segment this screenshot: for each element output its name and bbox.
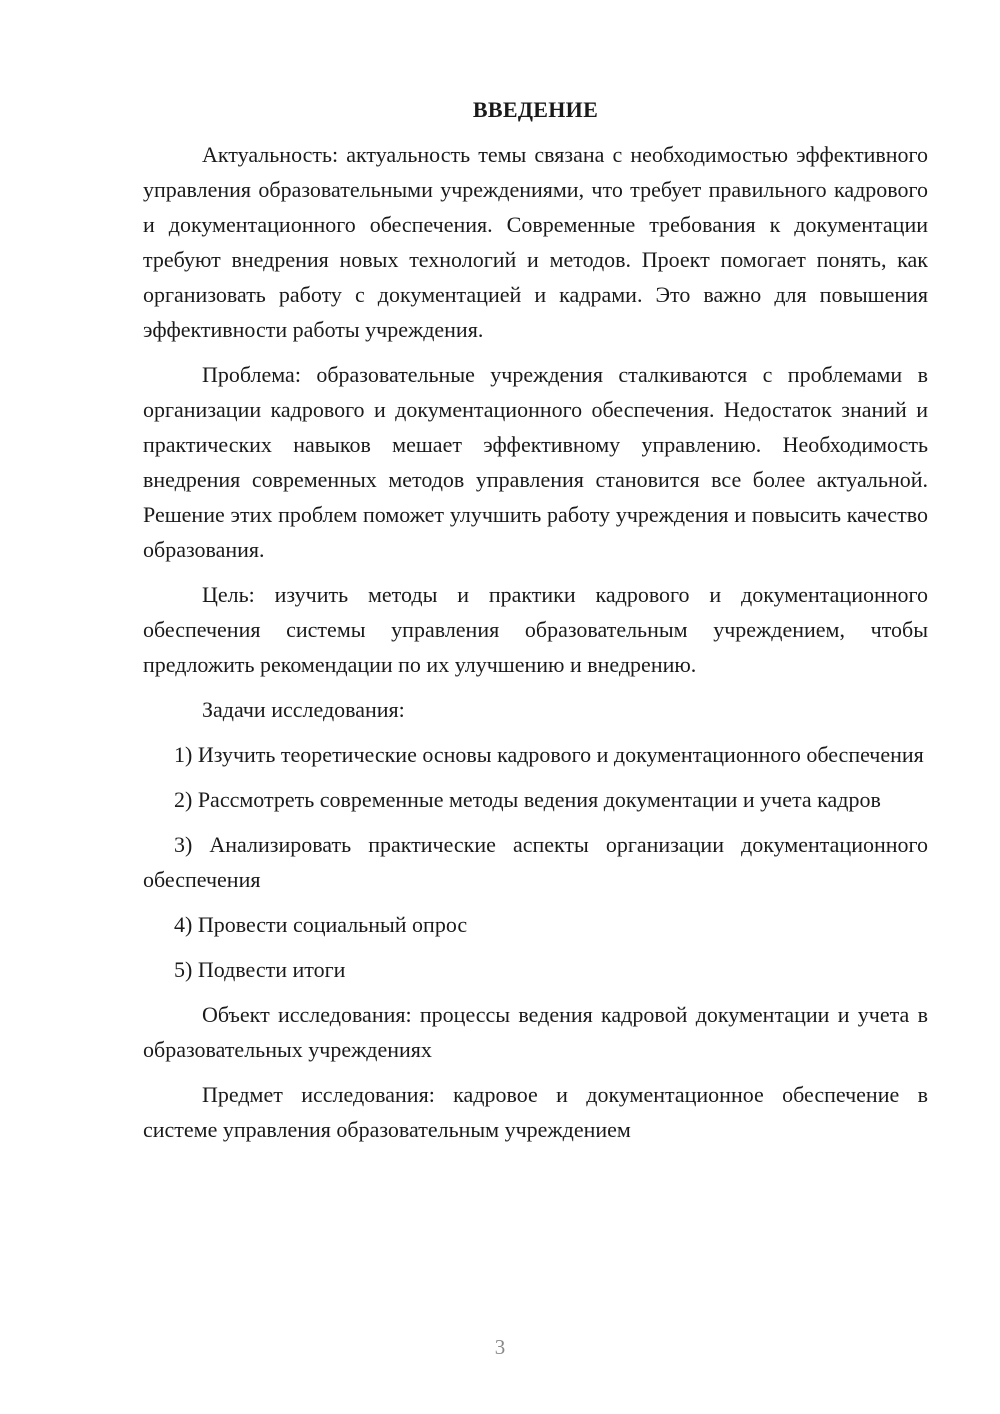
page-title: ВВЕДЕНИЕ [472,97,599,122]
list-item: 1) Изучить теоретические основы кадрового и документационного обеспечения [174,742,924,767]
list-item: 3) Анализировать практические аспекты организации документационного обеспечения [143,832,928,892]
tasks-heading: Задачи исследования: [202,697,405,722]
document-page [143,92,928,1157]
paragraph-problem: Проблема: образовательные учреждения сталкиваются с проблемами в организации кадрового и документационного обеспечения. Недостаток знаний и практических навыков мешает эффективному управлению. Необходимость внедрения современных методов управления становится все более актуальной. Решение этих проблем поможет улучшить работу учреждения и повысить качество образования. [143,362,928,562]
page-number: 3 [494,1335,506,1359]
list-item: 4) Провести социальный опрос [174,912,468,937]
paragraph-object: Объект исследования: процессы ведения кадровой документации и учета в образовательных учреждениях [143,1002,928,1062]
paragraph-goal: Цель: изучить методы и практики кадрового и документационного обеспечения системы управления образовательным учреждением, чтобы предложить рекомендации по их улучшению и внедрению. [143,582,928,677]
paragraph-subject: Предмет исследования: кадровое и документационное обеспечение в системе управления образовательным учреждением [143,1082,928,1142]
list-item: 2) Рассмотреть современные методы ведения документации и учета кадров [174,787,881,812]
paragraph-relevance: Актуальность: актуальность темы связана с необходимостью эффективного управления образовательными учреждениями, что требует правильного кадрового и документационного обеспечения. Современные требования к документации требуют внедрения новых технологий и методов. Проект помогает понять, как организовать работу с документацией и кадрами. Это важно для повышения эффективности работы учреждения. [143,142,928,342]
tasks-list [143,737,928,987]
list-item: 5) Подвести итоги [174,957,346,982]
